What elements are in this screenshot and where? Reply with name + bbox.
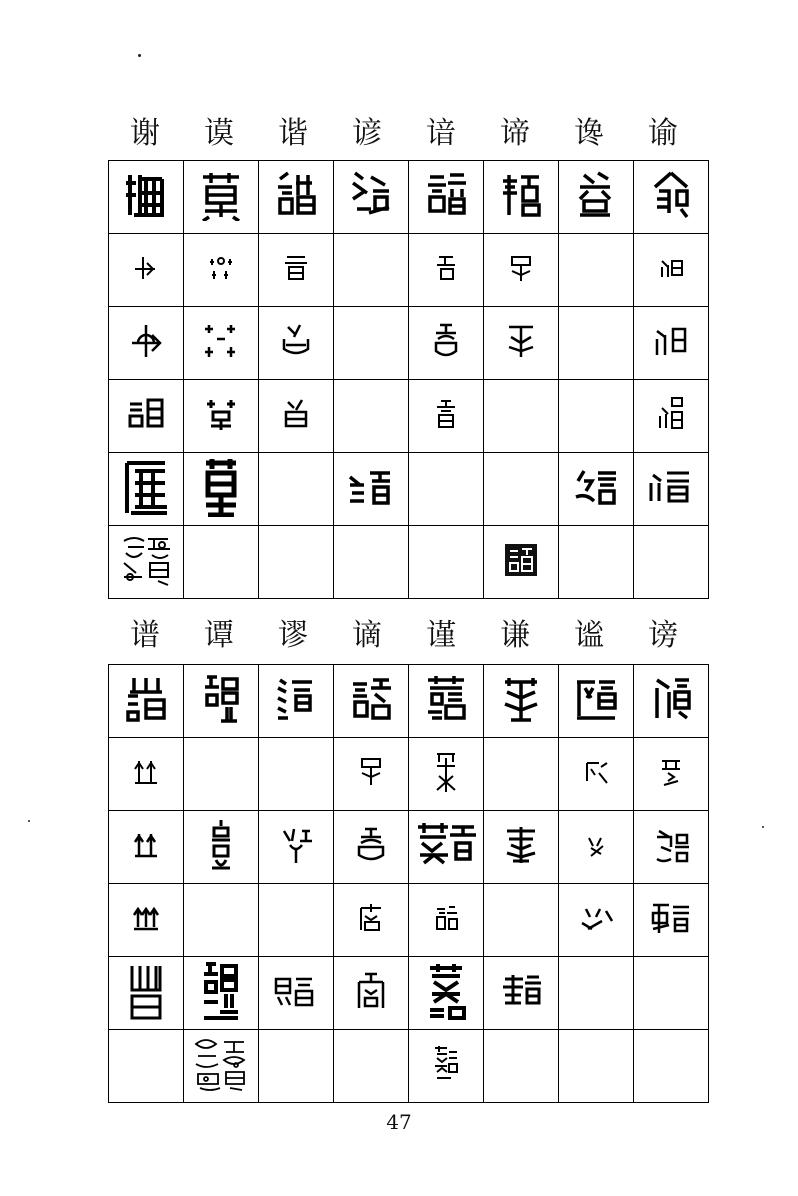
seal-glyph-image [131,253,161,283]
seal-glyph-image [128,960,164,1022]
glyph-cell [184,307,259,380]
seal-glyph-image [424,962,468,1020]
seal-glyph-image [274,169,318,221]
glyph-cell [409,884,484,957]
glyph-cell [259,161,334,234]
seal-glyph-image [274,674,318,724]
glyph-cell [634,453,709,526]
page-number: 47 [386,1110,412,1134]
seal-glyph-image [118,533,174,587]
glyph-cell [334,380,409,453]
seal-glyph-image [201,673,241,725]
table1-header-char: 谚 [352,116,382,151]
glyph-cell [484,957,559,1030]
glyph-cell [484,234,559,307]
glyph-cell [334,453,409,526]
seal-glyph-image [651,321,691,361]
glyph-cell [259,234,334,307]
glyph-cell [109,380,184,453]
seal-glyph-image [574,169,618,221]
glyph-cell [334,161,409,234]
glyph-cell [559,884,634,957]
table2-header-char: 谦 [500,618,530,653]
glyph-cell [484,738,559,811]
glyph-cell [484,665,559,738]
glyph-cell [259,738,334,811]
glyph-cell [109,1030,184,1103]
scan-dot [138,54,141,57]
seal-glyph-image [121,457,171,517]
seal-glyph-image [426,321,466,361]
table-row [109,884,709,957]
glyph-cell [184,1030,259,1103]
scan-dot [762,826,764,828]
glyph-cell [259,957,334,1030]
glyph-cell [409,665,484,738]
seal-glyph-image [501,321,541,361]
table1-header-row [108,114,700,154]
seal-glyph-image [576,903,616,933]
seal-glyph-image [272,971,320,1011]
table-row [109,526,709,599]
glyph-cell [559,526,634,599]
table1-header-char: 谛 [500,116,530,151]
glyph-cell [259,526,334,599]
table-row [109,307,709,380]
seal-glyph-image [202,457,240,517]
glyph-cell [559,957,634,1030]
glyph-cell [559,307,634,380]
table-row [109,738,709,811]
glyph-cell [559,811,634,884]
glyph-cell [184,811,259,884]
glyph-cell [484,526,559,599]
seal-glyph-image [351,825,391,865]
glyph-cell [184,665,259,738]
glyph-cell [634,665,709,738]
table2-header-char: 谤 [648,618,678,653]
glyph-cell [409,526,484,599]
glyph-cell [634,884,709,957]
seal-glyph-image [201,321,241,361]
glyph-cell [559,453,634,526]
glyph-cell [259,884,334,957]
seal-glyph-image [573,674,619,724]
seal-glyph-image [499,971,543,1011]
seal-glyph-image [504,543,538,577]
glyph-cell [109,161,184,234]
table1-glyph-grid [108,160,709,599]
glyph-cell [259,665,334,738]
seal-glyph-image [649,899,693,937]
seal-glyph-image [349,169,393,221]
seal-glyph-image [499,674,543,724]
glyph-cell [334,526,409,599]
glyph-cell [184,453,259,526]
table2-header-char: 谬 [278,618,308,653]
table2-header-row [108,616,700,656]
glyph-cell [109,811,184,884]
seal-glyph-image [124,169,168,221]
glyph-cell [559,1030,634,1103]
glyph-cell [409,161,484,234]
seal-glyph-image [130,903,162,933]
table-row [109,453,709,526]
glyph-cell [409,811,484,884]
glyph-cell [109,234,184,307]
glyph-cell [259,1030,334,1103]
seal-glyph-image [349,674,393,724]
glyph-cell [484,161,559,234]
glyph-cell [559,380,634,453]
seal-glyph-image [656,394,686,434]
glyph-cell [634,380,709,453]
glyph-cell [484,307,559,380]
glyph-cell [184,957,259,1030]
glyph-cell [184,738,259,811]
seal-glyph-image [431,253,461,283]
table2-header-char: 谪 [352,618,382,653]
seal-glyph-image [431,750,461,794]
table2-header-char: 谧 [574,618,604,653]
seal-glyph-image [581,830,611,860]
glyph-cell [634,234,709,307]
table2-glyph-grid [108,664,709,1103]
table1-header-char: 谙 [426,116,456,151]
seal-glyph-image [656,755,686,789]
table-row [109,234,709,307]
glyph-cell [109,957,184,1030]
seal-glyph-image [651,825,691,865]
glyph-cell [634,957,709,1030]
table-row [109,161,709,234]
seal-glyph-image [649,674,693,724]
glyph-cell [484,884,559,957]
seal-glyph-image [126,396,166,432]
glyph-cell [409,957,484,1030]
seal-glyph-image [356,755,386,789]
glyph-cell [634,526,709,599]
glyph-cell [334,811,409,884]
glyph-cell [184,884,259,957]
glyph-cell [634,738,709,811]
glyph-cell [559,161,634,234]
glyph-cell [109,738,184,811]
seal-glyph-image [346,467,396,507]
table2-header-char: 谨 [426,618,456,653]
glyph-cell [109,884,184,957]
seal-glyph-image [649,169,693,221]
glyph-cell [109,453,184,526]
glyph-cell [259,453,334,526]
table1-header-char: 谐 [278,116,308,151]
glyph-cell [409,738,484,811]
seal-glyph-image [206,818,236,872]
glyph-cell [334,234,409,307]
glyph-cell [409,380,484,453]
glyph-cell [184,380,259,453]
seal-glyph-image [131,830,161,860]
glyph-cell [634,811,709,884]
glyph-cell [409,307,484,380]
glyph-cell [259,380,334,453]
seal-glyph-image [199,169,243,221]
table-row [109,811,709,884]
glyph-cell [634,1030,709,1103]
scan-dot [28,820,30,822]
table-row [109,380,709,453]
seal-glyph-image [501,825,541,865]
seal-glyph-image [431,397,461,431]
glyph-cell [334,307,409,380]
glyph-cell [109,665,184,738]
glyph-cell [484,380,559,453]
seal-glyph-image [203,396,239,432]
table1-header-char: 谗 [574,116,604,151]
glyph-cell [484,453,559,526]
glyph-cell [184,526,259,599]
seal-glyph-image [278,396,314,432]
glyph-cell [484,1030,559,1103]
seal-glyph-image [276,321,316,361]
seal-glyph-image [124,674,168,724]
table1-header-char: 谢 [130,116,160,151]
glyph-cell [559,234,634,307]
glyph-cell [109,526,184,599]
glyph-cell [334,738,409,811]
glyph-cell [259,307,334,380]
seal-glyph-image [190,1034,252,1094]
glyph-cell [484,811,559,884]
glyph-cell [409,1030,484,1103]
seal-glyph-image [424,169,468,221]
seal-glyph-image [126,321,166,361]
glyph-cell [184,161,259,234]
seal-glyph-image [431,1044,461,1084]
seal-glyph-image [506,253,536,283]
seal-glyph-image [351,970,391,1012]
glyph-cell [334,665,409,738]
glyph-cell [109,307,184,380]
seal-glyph-image [647,467,695,507]
glyph-cell [334,884,409,957]
table-row [109,1030,709,1103]
glyph-cell [184,234,259,307]
seal-glyph-image [656,253,686,283]
seal-glyph-image [131,757,161,787]
glyph-cell [559,665,634,738]
table1-header-char: 谕 [648,116,678,151]
glyph-cell [634,161,709,234]
seal-glyph-image [422,674,470,724]
glyph-cell [409,234,484,307]
seal-glyph-image [572,467,620,507]
seal-glyph-image [200,960,242,1022]
seal-glyph-image [281,253,311,283]
seal-glyph-image [278,825,314,865]
table1-header-char: 谟 [204,116,234,151]
table2-header-char: 谱 [130,618,160,653]
glyph-cell [559,738,634,811]
table2-header-char: 谭 [204,618,234,653]
glyph-cell [409,453,484,526]
glyph-cell [634,307,709,380]
seal-glyph-image [355,902,387,934]
seal-glyph-image [414,819,478,871]
seal-glyph-image [499,169,543,221]
glyph-cell [259,811,334,884]
seal-glyph-image [433,903,459,933]
seal-glyph-image [581,757,611,787]
glyph-cell [334,957,409,1030]
table-row [109,665,709,738]
table-row [109,957,709,1030]
glyph-cell [334,1030,409,1103]
seal-glyph-image [206,253,236,283]
